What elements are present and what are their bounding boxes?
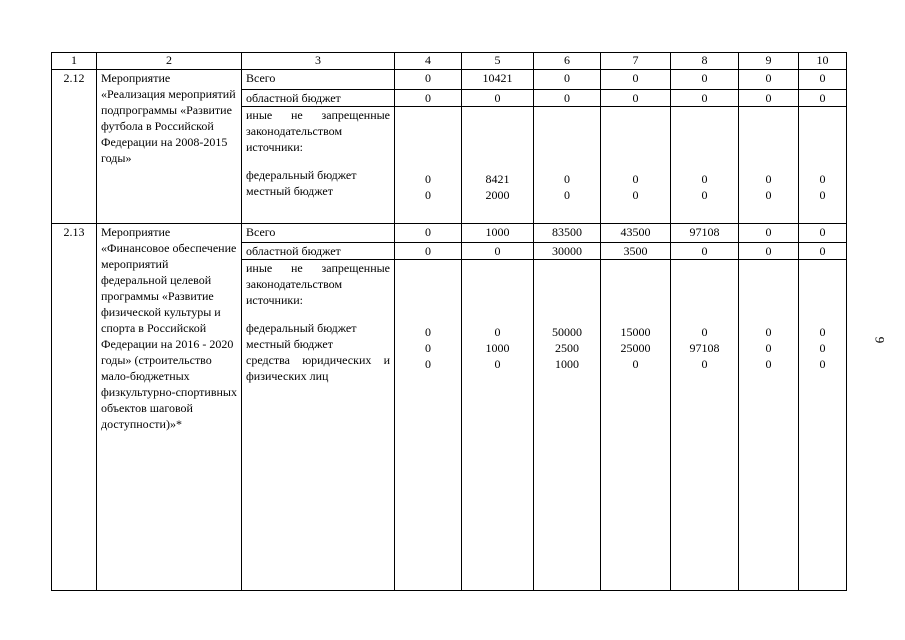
cell-value: 0	[632, 188, 639, 202]
header-cell: 1	[52, 53, 97, 70]
table-cell: 0	[601, 70, 671, 90]
cell-value: 0	[425, 341, 431, 355]
cell-value: 0	[701, 325, 708, 339]
cell-value: 0	[425, 188, 431, 202]
cell-value: 0	[701, 188, 708, 202]
source-label: местный бюджет	[246, 337, 333, 351]
table-cell: 0	[739, 70, 799, 90]
source-label: Всего	[242, 224, 395, 243]
table-cell: 0	[739, 90, 799, 107]
table-cell	[739, 107, 799, 224]
table-cell: 0	[462, 243, 534, 260]
source-label: средства юридических и физических лиц	[246, 353, 390, 383]
cell-value: 0	[701, 357, 708, 371]
source-label: Всего	[242, 70, 395, 90]
row-code: 2.13	[52, 224, 97, 591]
source-breakdown	[242, 260, 395, 591]
table-cell: 83500	[534, 224, 601, 243]
header-cell: 6	[534, 53, 601, 70]
header-cell: 10	[799, 53, 847, 70]
table-cell	[671, 107, 739, 224]
cell-value: 0	[819, 172, 826, 186]
table-cell	[395, 260, 462, 591]
table-cell: 97108	[671, 224, 739, 243]
table-cell: 0	[462, 90, 534, 107]
table-cell: 0	[799, 90, 847, 107]
table-cell	[671, 260, 739, 591]
cell-value: 0	[819, 325, 826, 339]
table-cell: 0	[601, 90, 671, 107]
source-label: областной бюджет	[242, 243, 395, 260]
table-cell: 0	[395, 243, 462, 260]
table-cell: 0	[534, 90, 601, 107]
cell-value: 0	[701, 172, 708, 186]
cell-value: 0	[564, 172, 570, 186]
cell-value: 2000	[485, 188, 510, 202]
cell-value: 0	[564, 188, 570, 202]
cell-value: 0	[765, 341, 772, 355]
table-cell: 0	[671, 243, 739, 260]
table-cell	[799, 107, 847, 224]
cell-value: 1000	[555, 357, 579, 371]
other-sources-label: иные не запрещенные законодательством источники:	[246, 108, 390, 154]
table-row	[52, 70, 847, 90]
cell-value: 0	[819, 188, 826, 202]
source-label: областной бюджет	[242, 90, 395, 107]
cell-value: 2500	[555, 341, 579, 355]
header-cell: 9	[739, 53, 799, 70]
header-cell: 8	[671, 53, 739, 70]
cell-value: 97108	[689, 341, 720, 355]
table-cell: 0	[671, 70, 739, 90]
header-cell: 3	[242, 53, 395, 70]
table-cell	[799, 260, 847, 591]
header-cell: 7	[601, 53, 671, 70]
cell-value: 0	[819, 357, 826, 371]
cell-value: 8421	[485, 172, 510, 186]
table-cell: 0	[395, 90, 462, 107]
table-cell: 0	[739, 243, 799, 260]
header-cell: 5	[462, 53, 534, 70]
table-cell	[462, 260, 534, 591]
cell-value: 0	[425, 172, 431, 186]
table-cell: 0	[799, 224, 847, 243]
cell-value: 0	[425, 325, 431, 339]
table-cell: 0	[395, 70, 462, 90]
table-cell: 0	[799, 243, 847, 260]
cell-value: 15000	[620, 325, 651, 339]
table-cell: 1000	[462, 224, 534, 243]
source-label: местный бюджет	[246, 184, 333, 198]
source-label: федеральный бюджет	[246, 321, 357, 335]
table-cell: 30000	[534, 243, 601, 260]
table-cell: 0	[671, 90, 739, 107]
cell-value: 0	[494, 357, 501, 371]
row-code: 2.12	[52, 70, 97, 224]
cell-value: 0	[765, 188, 772, 202]
cell-value: 1000	[485, 341, 510, 355]
cell-value: 0	[819, 341, 826, 355]
cell-value: 0	[425, 357, 431, 371]
table-cell	[395, 107, 462, 224]
cell-value: 50000	[552, 325, 582, 339]
header-cell: 2	[97, 53, 242, 70]
event-name: Мероприятие «Реализация мероприятий подпрограммы «Развитие футбола в Российской Федерации на 2008-2015 годы»	[97, 70, 242, 224]
cell-value: 0	[765, 357, 772, 371]
cell-value: 25000	[620, 341, 651, 355]
table-cell: 0	[534, 70, 601, 90]
table-cell: 0	[739, 224, 799, 243]
table-cell	[601, 260, 671, 591]
table-cell: 3500	[601, 243, 671, 260]
cell-value: 0	[632, 172, 639, 186]
source-label: федеральный бюджет	[246, 168, 357, 182]
other-sources-label: иные не запрещенные законодательством источники:	[246, 261, 390, 307]
cell-value: 0	[765, 172, 772, 186]
budget-table	[51, 52, 847, 591]
cell-value: 0	[632, 357, 639, 371]
cell-value: 0	[765, 325, 772, 339]
header-cell: 4	[395, 53, 462, 70]
page-number: 9	[872, 336, 888, 344]
source-breakdown	[242, 107, 395, 224]
table-cell	[462, 107, 534, 224]
table-cell	[534, 107, 601, 224]
table-cell	[739, 260, 799, 591]
header-row	[52, 53, 847, 70]
table-cell: 43500	[601, 224, 671, 243]
table-cell: 0	[395, 224, 462, 243]
table-cell: 0	[799, 70, 847, 90]
event-name: Мероприятие «Финансовое обеспечение мероприятий федеральной целевой программы «Развитие физической культуры и спорта в Российской Федерации на 2016 - 2020 годы» (строительство мало-бюджетных физкультурно-спортивных объектов шаговой доступности)»*	[97, 224, 242, 591]
table-cell: 10421	[462, 70, 534, 90]
cell-value: 0	[494, 325, 501, 339]
table-row	[52, 224, 847, 243]
table-cell	[534, 260, 601, 591]
table-cell	[601, 107, 671, 224]
